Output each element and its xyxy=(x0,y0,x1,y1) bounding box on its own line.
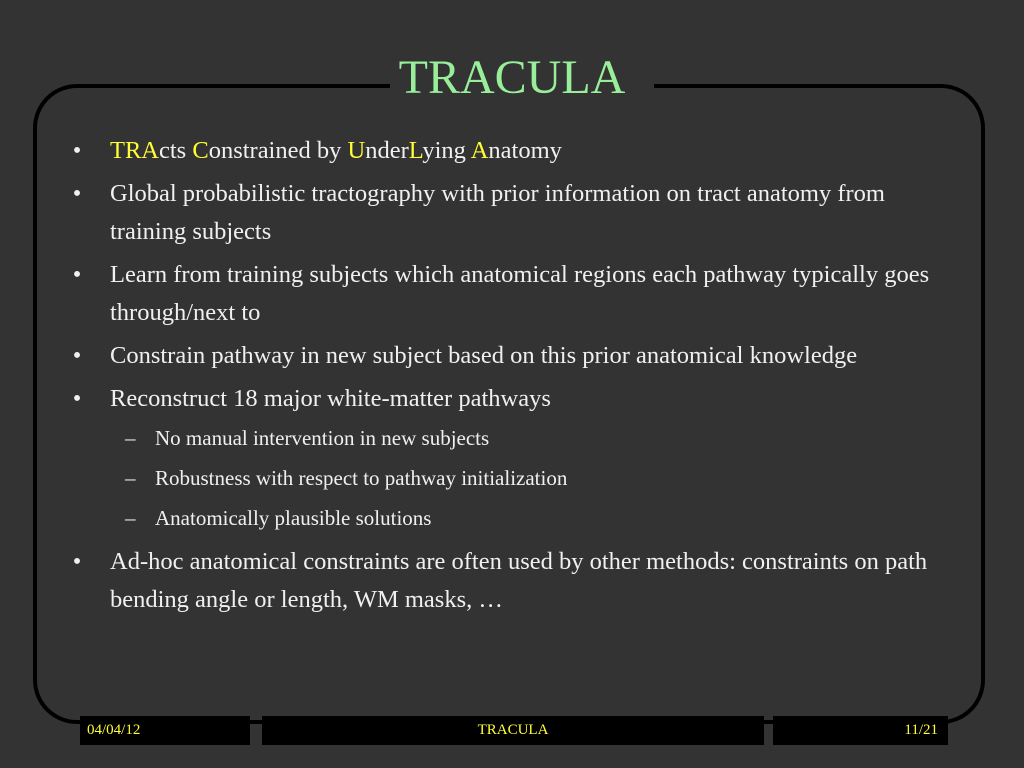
bullet-text xyxy=(110,137,562,164)
slide-title: TRACULA xyxy=(398,51,626,104)
sub-bullet-marker: – xyxy=(125,426,136,450)
bullet-text: Learn from training subjects which anatomical regions each pathway typically goes through/next to xyxy=(110,261,930,326)
bullet-marker: • xyxy=(72,180,82,207)
bullet-text: Ad-hoc anatomical constraints are often used by other methods: constraints on path bending angle or length, WM masks, … xyxy=(110,548,928,613)
sub-bullet-text: No manual intervention in new subjects xyxy=(155,426,490,450)
bullet-item xyxy=(70,337,950,375)
text-fragment: onstrained by xyxy=(208,137,348,164)
footer-page-number: 11/21 xyxy=(773,716,948,745)
bullet-item xyxy=(70,132,950,170)
sub-bullet-marker: – xyxy=(125,506,136,530)
bullet-text: Reconstruct 18 major white-matter pathways xyxy=(110,385,551,412)
bullet-marker: • xyxy=(72,137,82,164)
sub-bullet-item xyxy=(70,423,950,453)
bullet-marker: • xyxy=(72,548,82,575)
sub-bullet-text: Anatomically plausible solutions xyxy=(155,506,432,530)
sub-bullet-marker: – xyxy=(125,466,136,490)
bullet-item xyxy=(70,543,950,619)
text-fragment: nder xyxy=(365,137,409,164)
bullet-item xyxy=(70,175,950,251)
bullet-text: Constrain pathway in new subject based on this prior anatomical knowledge xyxy=(110,342,858,369)
bullet-list xyxy=(70,132,950,624)
text-fragment: cts xyxy=(159,137,193,164)
highlight-letters: U xyxy=(347,137,366,164)
highlight-letters: TRA xyxy=(110,137,159,164)
bullet-marker: • xyxy=(72,342,82,369)
footer-title: TRACULA xyxy=(262,716,764,745)
bullet-marker: • xyxy=(72,261,82,288)
bullet-item xyxy=(70,256,950,332)
text-fragment: natomy xyxy=(488,137,562,164)
bullet-text: Global probabilistic tractography with prior information on tract anatomy from training subjects xyxy=(110,180,885,245)
bullet-marker: • xyxy=(72,385,82,412)
footer-date: 04/04/12 xyxy=(80,716,250,745)
highlight-letters: A xyxy=(470,137,489,164)
bullet-item xyxy=(70,380,950,418)
sub-bullet-text: Robustness with respect to pathway initialization xyxy=(155,466,568,490)
highlight-letters: C xyxy=(192,137,209,164)
sub-bullet-item xyxy=(70,463,950,493)
highlight-letters: L xyxy=(408,137,423,164)
text-fragment: ying xyxy=(422,137,471,164)
sub-bullet-item xyxy=(70,503,950,533)
